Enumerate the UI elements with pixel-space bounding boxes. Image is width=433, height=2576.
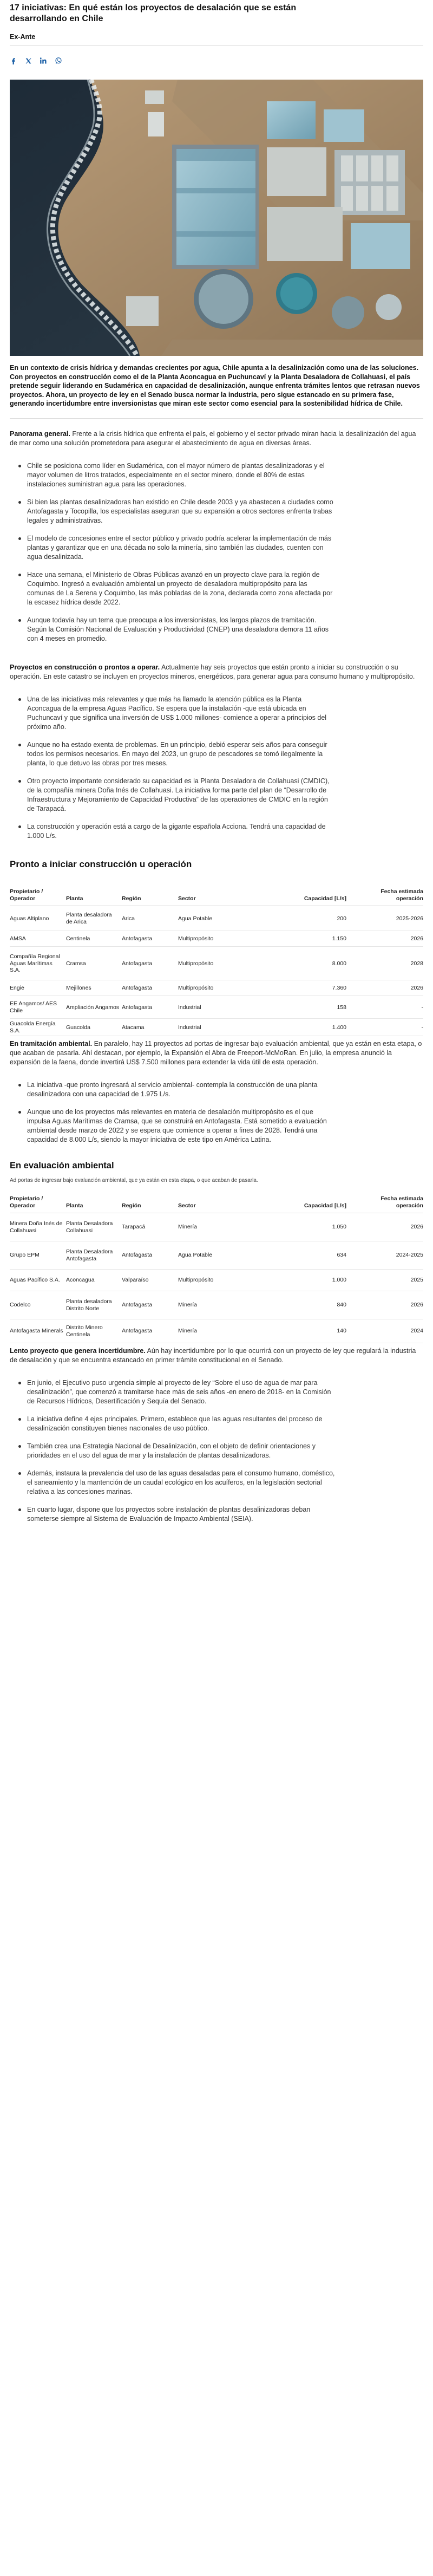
lento-bullet-list bbox=[10, 1378, 423, 1524]
table-cell: Antofagasta bbox=[122, 947, 178, 980]
column-header: Propietario / Operador bbox=[10, 888, 66, 906]
table-cell: Guacolda Energía S.A. bbox=[10, 1019, 66, 1036]
table-cell: 2025-2026 bbox=[354, 906, 423, 931]
list-item: La iniciativa define 4 ejes principales. Primero, establece que las aguas resultantes del proceso de desalinización constituyen bienes nacionales de uso público. bbox=[27, 1415, 336, 1433]
tramitacion-heading: En tramitación ambiental. bbox=[10, 1040, 93, 1048]
table-cell: - bbox=[354, 1019, 423, 1036]
table-cell: EE Angamos/ AES Chile bbox=[10, 996, 66, 1019]
table-cell: 158 bbox=[265, 996, 354, 1019]
table-cell: Antofagasta bbox=[122, 996, 178, 1019]
table-cell: 2026 bbox=[354, 1213, 423, 1241]
table-cell: Antofagasta bbox=[122, 1291, 178, 1319]
column-header: Región bbox=[122, 1195, 178, 1213]
table-cell: Cramsa bbox=[66, 947, 122, 980]
table-cell: Aguas Pacífico S.A. bbox=[10, 1270, 66, 1291]
table-cell: 7.360 bbox=[265, 980, 354, 996]
list-item: En cuarto lugar, dispone que los proyectos sobre instalación de plantas desalinizadoras deban someterse siempre al Sistema de Evaluación de Impacto Ambiental (SEIA). bbox=[27, 1505, 336, 1524]
article-title: 17 iniciativas: En qué están los proyectos de desalación que se están desarrollando en Chile bbox=[10, 3, 297, 23]
table-row bbox=[10, 931, 423, 947]
construccion-heading: Proyectos en construcción o prontos a operar. bbox=[10, 663, 160, 672]
table-cell: 140 bbox=[265, 1319, 354, 1343]
facebook-icon[interactable] bbox=[10, 57, 17, 64]
article-content bbox=[10, 0, 423, 1532]
lento-text: Aún hay incertidumbre por lo que ocurrirá con un proyecto de ley que regulará la industria de desalación y que se encuentra estancado en primer trámite constitucional en el Senado. bbox=[10, 1347, 416, 1364]
header-divider bbox=[10, 45, 423, 46]
table-cell: Planta Desaladora Collahuasi bbox=[66, 1213, 122, 1241]
column-header: Capacidad [L/s] bbox=[265, 1195, 354, 1213]
table-row bbox=[10, 947, 423, 980]
table-cell: 2024-2025 bbox=[354, 1241, 423, 1270]
panorama-heading: Panorama general. bbox=[10, 430, 70, 438]
table-cell: Arica bbox=[122, 906, 178, 931]
column-header: Sector bbox=[178, 888, 265, 906]
linkedin-icon[interactable] bbox=[40, 57, 47, 64]
table-cell: Multipropósito bbox=[178, 931, 265, 947]
table-row bbox=[10, 1241, 423, 1270]
lead-divider bbox=[10, 418, 423, 419]
table-row bbox=[10, 1319, 423, 1343]
list-item: Hace una semana, el Ministerio de Obras Públicas avanzó en un proyecto clave para la región de Coquimbo. Ingresó a evaluación ambiental un proyecto de desaladora multipropósito para las comunas de La Serena y Coquimbo, las más pobladas de la zona, declarada como zona afectada por la escasez hídrica desde 2022. bbox=[27, 570, 336, 607]
table-cell: 200 bbox=[265, 906, 354, 931]
table-cell: 634 bbox=[265, 1241, 354, 1270]
table-cell: Agua Potable bbox=[178, 1241, 265, 1270]
list-item: Si bien las plantas desalinizadoras han existido en Chile desde 2003 y ya abastecen a ciudades como Antofagasta y Tocopilla, los especialistas aseguran que su expansión a otros sectores enfrenta trabas legales y administrativas. bbox=[27, 498, 336, 525]
table-cell: Ampliación Angamos bbox=[66, 996, 122, 1019]
table-row bbox=[10, 1270, 423, 1291]
table-row bbox=[10, 980, 423, 996]
table-cell: 840 bbox=[265, 1291, 354, 1319]
column-header: Capacidad [L/s] bbox=[265, 888, 354, 906]
table-cell: Agua Potable bbox=[178, 906, 265, 931]
list-item: En junio, el Ejecutivo puso urgencia simple al proyecto de ley “Sobre el uso de agua de mar para desalinización”, que comenzó a tramitarse hace más de seis años -en enero de 2018- en la Comisión de Recursos Hídricos, Desertificación y Sequía del Senado. bbox=[27, 1378, 336, 1406]
tramitacion-text: En paralelo, hay 11 proyectos ad portas de ingresar bajo evaluación ambiental, que ya están en esta etapa, o que acaban de pasarla. Ahí destacan, por ejemplo, la Expansión el Abra de Freeport-McMoRan. En julio, la empresa anunció la expansión de la faena, donde invertirá US$ 7.500 millones para extender la vida útil de esta operación. bbox=[10, 1040, 422, 1066]
list-item: Aunque todavía hay un tema que preocupa a los inversionistas, los largos plazos de tramitación. Según la Comisión Nacional de Evaluación y Productividad (CNEP) una desaladora demora 11 años con 4 meses en promedio. bbox=[27, 616, 336, 643]
table-row bbox=[10, 1019, 423, 1036]
article-source: Ex-Ante bbox=[10, 33, 36, 41]
table-cell: Valparaíso bbox=[122, 1270, 178, 1291]
table-cell: Industrial bbox=[178, 996, 265, 1019]
table-cell: 2028 bbox=[354, 947, 423, 980]
hero-aerial-image bbox=[10, 80, 423, 356]
table-construccion bbox=[10, 888, 423, 1036]
table-cell: Minería bbox=[178, 1213, 265, 1241]
list-item: Aunque uno de los proyectos más relevantes en materia de desalación multipropósito es el que impulsa Aguas Marítimas de Cramsa, que se construirá en Antofagasta. Está sometido a evaluación ambiental desde marzo de 2022 y se espera que comience a operar a fines de 2028. Tendrá una capacidad de 8.000 L/s, siendo la mayor iniciativa de este tipo en América Latina. bbox=[27, 1108, 336, 1144]
tramitacion-bullet-list bbox=[10, 1081, 423, 1144]
column-header: Propietario / Operador bbox=[10, 1195, 66, 1213]
list-item: Una de las iniciativas más relevantes y que más ha llamado la atención pública es la Planta Aconcagua de la empresa Aguas Pacífico. Se espera que la instalación -que está ubicada en Puchuncaví y que significa una inversión de US$ 1.000 millones- comience a operar a principios del próximo año. bbox=[27, 695, 336, 732]
list-item: La construcción y operación está a cargo de la gigante española Acciona. Tendrá una capacidad de 1.000 L/s. bbox=[27, 822, 336, 841]
table-cell: 1.000 bbox=[265, 1270, 354, 1291]
table-cell: Mejillones bbox=[66, 980, 122, 996]
lento-paragraph bbox=[10, 1346, 423, 1364]
column-header: Planta bbox=[66, 1195, 122, 1213]
table-cell: 2025 bbox=[354, 1270, 423, 1291]
table-cell: Atacama bbox=[122, 1019, 178, 1036]
table2-title: En evaluación ambiental bbox=[10, 1161, 114, 1171]
share-bar bbox=[10, 51, 423, 70]
table-evaluacion bbox=[10, 1195, 423, 1343]
list-item: Otro proyecto importante considerado su capacidad es la Planta Desaladora de Collahuasi (CMDIC), de la compañía minera Doña Inés de Collahuasi. La iniciativa forma parte del plan de “Desarrollo de Infraestructura y Mejoramiento de Capacidad Productiva” de las operaciones de CMDIC en la región de Tarapacá. bbox=[27, 777, 336, 814]
table-cell: Antofagasta bbox=[122, 931, 178, 947]
column-header: Fecha estimada operación bbox=[354, 1195, 423, 1213]
table-row bbox=[10, 996, 423, 1019]
table-cell: Industrial bbox=[178, 1019, 265, 1036]
column-header: Fecha estimada operación bbox=[354, 888, 423, 906]
column-header: Planta bbox=[66, 888, 122, 906]
table-cell: Antofagasta bbox=[122, 980, 178, 996]
table-cell: Minería bbox=[178, 1291, 265, 1319]
construccion-text: Actualmente hay seis proyectos que están pronto a iniciar su construcción o su operación. En este catastro se incluyen en proyectos mineros, energéticos, para generar agua para consumo humano y multipropósito. bbox=[10, 663, 415, 680]
table-cell: 1.050 bbox=[265, 1213, 354, 1241]
table1-title: Pronto a iniciar construcción u operación bbox=[10, 859, 192, 870]
table-cell: 1.150 bbox=[265, 931, 354, 947]
table-cell: Aconcagua bbox=[66, 1270, 122, 1291]
panorama-text: Frente a la crisis hídrica que enfrenta el país, el gobierno y el sector privado miran hacia la desalinización del agua de mar como una solución prometedora para asegurar el abastecimiento de agua en diversas áreas. bbox=[10, 430, 416, 447]
table-header-row bbox=[10, 888, 423, 906]
table-cell: Planta desaladora de Arica bbox=[66, 906, 122, 931]
table-cell: 1.400 bbox=[265, 1019, 354, 1036]
table-cell: 2024 bbox=[354, 1319, 423, 1343]
x-icon[interactable] bbox=[25, 57, 32, 64]
table-cell: Planta desaladora Distrito Norte bbox=[66, 1291, 122, 1319]
table-cell: Antofagasta bbox=[122, 1319, 178, 1343]
whatsapp-icon[interactable] bbox=[55, 57, 62, 64]
tramitacion-paragraph bbox=[10, 1039, 423, 1066]
table-cell: Tarapacá bbox=[122, 1213, 178, 1241]
table-cell: Antofagasta Minerals bbox=[10, 1319, 66, 1343]
table-cell: 2026 bbox=[354, 931, 423, 947]
table-cell: Multipropósito bbox=[178, 1270, 265, 1291]
table-cell: Codelco bbox=[10, 1291, 66, 1319]
table-cell: Minería bbox=[178, 1319, 265, 1343]
table-cell: Engie bbox=[10, 980, 66, 996]
table2-caption: Ad portas de ingresar bajo evaluación ambiental, que ya están en esta etapa, o que acaban de pasarla. bbox=[10, 1178, 258, 1184]
table-cell: Guacolda bbox=[66, 1019, 122, 1036]
table-cell: Aguas Altiplano bbox=[10, 906, 66, 931]
panorama-paragraph bbox=[10, 430, 423, 447]
table-cell: Multipropósito bbox=[178, 947, 265, 980]
list-item: Además, instaura la prevalencia del uso de las aguas desaladas para el consumo humano, doméstico, el saneamiento y la mantención de un caudal ecológico en los acuíferos, en la legislación sectorial relativa a las concesiones marinas. bbox=[27, 1469, 335, 1496]
list-item: Aunque no ha estado exenta de problemas. En un principio, debió esperar seis años para conseguir todos los permisos necesarios. En mayo del 2023, un grupo de pescadores se tomó ilegalmente la planta, lo que detuvo las obras por tres meses. bbox=[27, 740, 336, 768]
list-item: También crea una Estrategia Nacional de Desalinización, con el objeto de definir orientaciones y prioridades en el uso del agua de mar y la instalación de plantas desalinizadoras. bbox=[27, 1442, 336, 1460]
table-cell: Multipropósito bbox=[178, 980, 265, 996]
table-header-row bbox=[10, 1195, 423, 1213]
table-row bbox=[10, 1213, 423, 1241]
table-row bbox=[10, 1291, 423, 1319]
table-cell: Planta Desaladora Antofagasta bbox=[66, 1241, 122, 1270]
panorama-bullet-list bbox=[10, 461, 423, 643]
table-cell: 2026 bbox=[354, 980, 423, 996]
list-item: La iniciativa -que pronto ingresará al servicio ambiental- contempla la construcción de una planta desalinizadora con una capacidad de 1.975 L/s. bbox=[27, 1081, 336, 1099]
table-cell: Centinela bbox=[66, 931, 122, 947]
column-header: Región bbox=[122, 888, 178, 906]
column-header: Sector bbox=[178, 1195, 265, 1213]
list-item: El modelo de concesiones entre el sector público y privado podría acelerar la implementación de más plantas y garantizar que en una década no solo la minería, sino también las ciudades, cuenten con agua desalinizada. bbox=[27, 534, 336, 562]
construccion-bullet-list bbox=[10, 695, 423, 841]
table-cell: Minera Doña Inés de Collahuasi bbox=[10, 1213, 66, 1241]
table-cell: - bbox=[354, 996, 423, 1019]
table-cell: Antofagasta bbox=[122, 1241, 178, 1270]
table-cell: 8.000 bbox=[265, 947, 354, 980]
table-cell: Compañía Regional Aguas Marítimas S.A. bbox=[10, 947, 66, 980]
table-cell: AMSA bbox=[10, 931, 66, 947]
article-lead: En un contexto de crisis hídrica y demandas crecientes por agua, Chile apunta a la desalinización como una de las soluciones. Con proyectos en construcción como el de la Planta Aconcagua en Puchuncaví y la Planta Desaladora de Collahuasi, el país pretende seguir liderando en Sudamérica en capacidad de desalinización, aunque enfrenta trámites lentos que retrasan nuevos proyectos. Ahora, un proyecto de ley en el Senado busca normar la industria, pero sigue estancado en su primera fase, generando incertidumbre entre inversionistas que miran este sector como esencial para la sostenibilidad hídrica de Chile. bbox=[10, 364, 420, 408]
table-cell: Grupo EPM bbox=[10, 1241, 66, 1270]
table-cell: 2026 bbox=[354, 1291, 423, 1319]
construccion-paragraph bbox=[10, 663, 423, 681]
list-item: Chile se posiciona como líder en Sudamérica, con el mayor número de plantas desalinizadoras y el mayor volumen de litros tratados, especialmente en el sector minero, donde el 80% de estas instalaciones suministran agua para las operaciones. bbox=[27, 461, 336, 489]
table-row bbox=[10, 906, 423, 931]
table-cell: Distrito Minero Centinela bbox=[66, 1319, 122, 1343]
lento-heading: Lento proyecto que genera incertidumbre. bbox=[10, 1347, 146, 1355]
